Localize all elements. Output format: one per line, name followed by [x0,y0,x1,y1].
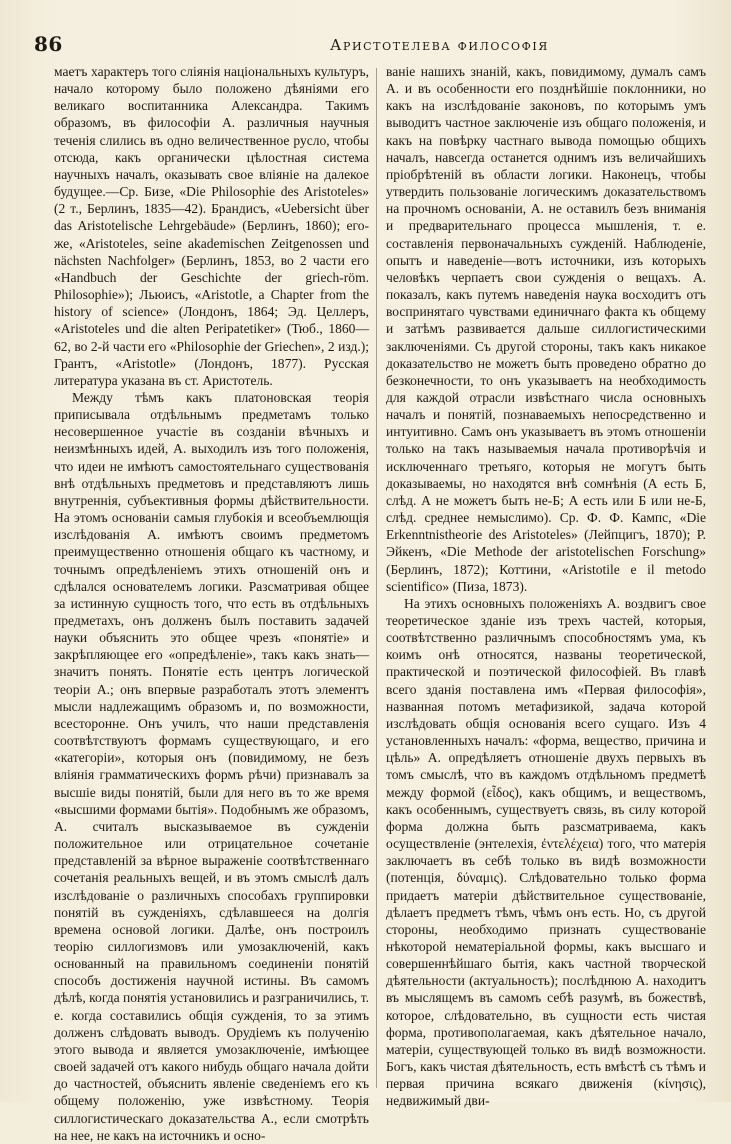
running-title: Аристотелева философія [330,36,549,54]
page-number: 86 [34,32,63,56]
left-column [54,63,369,1143]
paragraph: ваніе нашихъ знаній, какъ, повидимому, думалъ самъ А. и въ особенности его позднѣйшіе поклонники, но какъ на изслѣдованіе законовъ, по которымъ умъ выводитъ частное заключеніе изъ общаго положенія, и какъ на повѣрку частнаго вывода помощью общихъ началъ, навсегда останется однимъ изъ величайшихъ пріобрѣтеній въ области логики. Наконецъ, чтобы утвердить пользованіе логическимъ доказательствомъ на прочномъ основаніи, А. не оставилъ безъ вниманія и предварительнаго процесса мышленія, т. е. составленія первоначальныхъ сужденій. Наблюденіе, опытъ и наведеніе—вотъ источники, изъ которыхъ человѣкъ черпаетъ свои сужденія о вещахъ. А. показалъ, какъ путемъ наведенія наука восходитъ отъ воспринятаго чувствами единичнаго факта къ общему и затѣмъ развивается дальше силлогистическими заключеніями. Съ другой стороны, такъ какъ никакое доказательство не можетъ быть проведено обратно до безконечности, то онъ указываетъ на необходимость для каждой отрасли извѣстнаго числа основныхъ началъ и понятій, познаваемыхъ непосредственно и интуитивно. Самъ онъ указываетъ въ этомъ отношеніи только на такъ называемыя начала противорѣчія и исключеннаго третьяго, которыя не могутъ быть доказываемы, но находятся внѣ сомнѣнія (А есть Б, слѣд. А не можетъ быть не-Б; А есть или Б или не-Б, слѣд. среднее немыслимо). Ср. Ф. Ф. Кампс, «Die Erkenntnistheorie des Aristoteles» (Лейпцигъ, 1870); Р. Эйкенъ, «Die Methode der aristotelischen Forschung» (Берлинъ, 1872); Коттини, «Aristotile e il metodo scientifico» (Пиза, 1873). [386,64,706,594]
paragraph: маетъ характеръ того сліянія національныхъ культуръ, начало которому было положено дѣяніями его великаго воспитанника Александра. Такимъ образомъ, въ философіи А. различныя научныя теченія слились въ одно величественное русло, чтобы отсюда, какъ органически цѣлостная система научныхъ началъ, оказывать свое вліяніе на далекое будущее.—Ср. Бизе, «Die Philosophie des Aristoteles» (2 т., Берлинъ, 1835—42). Брандисъ, «Uebersicht über das Aristotelische Lehrgebäude» (Берлинъ, 1860); его-же, «Aristoteles, seine akademischen Zeitgenossen und nächsten Nachfolger» (Берлинъ, 1853, во 2 части его «Handbuch der Geschichte der griech-röm. Philosophie»); Льюисъ, «Aristotle, a Chapter from the history of science» (Лондонъ, 1864; Эд. Целлеръ, «Aristoteles und die alten Peripatetiker» (Тюб., 1860—62, во 2-й части его «Philosophie der Griechen», 2 изд.); Грантъ, «Aristotle» (Лондонъ, 1877). Русская литература указана въ ст. Аристотель. [54,64,369,388]
paragraph: На этихъ основныхъ положеніяхъ А. воздвигъ свое теоретическое зданіе изъ трехъ частей, которыя, соотвѣтственно различнымъ способностямъ ума, къ коимъ онѣ относятся, названы теоретической, практической и поэтической философіей. Въ главѣ всего зданія поставлена имъ «Первая философія», названная потомъ метафизикой, задача которой изслѣдовать общія основанія всего сущаго. Изъ 4 установленныхъ началъ: «форма, вещество, причина и цѣль» А. опредѣляетъ отношеніе двухъ первыхъ въ томъ смыслѣ, что въ каждомъ отдѣльномъ предметѣ между формой (εἶδος), какъ общимъ, и веществомъ, какъ особеннымъ, существуетъ связь, въ силу которой форма должна быть разсматриваема, какъ осуществленіе (энтелехія, ἐντελέχεια) того, что матерія заключаетъ въ себѣ только въ видѣ возможности (потенція, δύναμις). Слѣдовательно только форма придаетъ матеріи дѣйствительное существованіе, дѣлаетъ предметъ тѣмъ, чѣмъ онъ есть. Но, съ другой стороны, необходимо признать существованіе нѣкоторой нематеріальной формы, какъ высшаго и совершеннѣйшаго бытія, какъ частной творческой дѣятельности (актуальность); послѣднюю А. находитъ въ мыслящемъ въ самомъ себѣ разумѣ, въ божествѣ, которое, слѣдовательно, въ сущности есть чистая форма, противополагаемая, какъ дѣятельное начало, матеріи, существующей только въ видѣ возможности. Богъ, какъ чистая дѣятельность, есть вмѣстѣ съ тѣмъ и первая причина всякаго движенія (κίνησις), недвижимый дви- [386,595,706,1109]
column-divider [376,68,377,1088]
paragraph: Между тѣмъ какъ платоновская теорія приписывала отдѣльнымъ предметамъ только несовершенное участіе въ созданіи вѣчныхъ и неизмѣнныхъ идей, А. выходилъ изъ того положенія, что идеи не имѣютъ самостоятельнаго существованія внѣ отдѣльныхъ предметовъ и представляютъ лишь внутреннія, субъективныя формы дѣйствительности. На этомъ основаніи самыя глубокія и всеобъемлющія изслѣдованія А. имѣютъ своимъ предметомъ преимущественно отношенія общаго къ частному, и точнымъ опредѣленіемъ этихъ отношеній онъ и сдѣлался основателемъ логики. Разсматривая общее за истинную сущность того, что есть въ отдѣльныхъ предметахъ, онъ долженъ былъ поставить задачей науки объяснить это общее чрезъ «понятіе» и закрѣпляющее его «опредѣленіе», такъ какъ знать—значитъ понять. Понятіе есть центръ логической теоріи А.; онъ впервые разработалъ этотъ элементъ мысли надлежащимъ образомъ и, по возможности, всесторонне. Онъ училъ, что наши представленія соотвѣтствуютъ формамъ существующаго, и его «категоріи», которыя онъ (повидимому, не безъ вліянія грамматическихъ формъ рѣчи) признавалъ за высшіе виды понятій, были для него въ то же время «высшими формами бытія». Подобнымъ же образомъ, А. считалъ высказываемое въ сужденіи положительное или отрицательное сочетаніе представленій за вѣрное выраженіе соотвѣтственнаго сочетанія реальныхъ вещей, и въ этомъ смыслѣ далъ изслѣдованіе о различныхъ способахъ группировки понятій въ сужденіяхъ, сдѣлавшееся на долгія времена основой логики. Далѣе, онъ построилъ теорію силлогизмовъ или умозаключеній, какъ основанный на правильномъ соединеніи понятій способъ достиженія научной истины. Въ самомъ дѣлѣ, когда понятія установились и разграничились, т. е. когда составились общія сужденія, то за этимъ долженъ слѣдовать выводъ. Орудіемъ къ полученію этого вывода и является умозаключеніе, имѣющее своей задачей отъ какого нибудь общаго начала дойти до частностей, объяснить явленіе сведеніемъ его къ общему положенію, уже извѣстному. Теорія силлогистическаго доказательства А., если смотрѣть на нее, не какъ на источникъ и осно- [54,389,369,1143]
running-head [30,30,705,64]
right-column [386,63,706,1109]
